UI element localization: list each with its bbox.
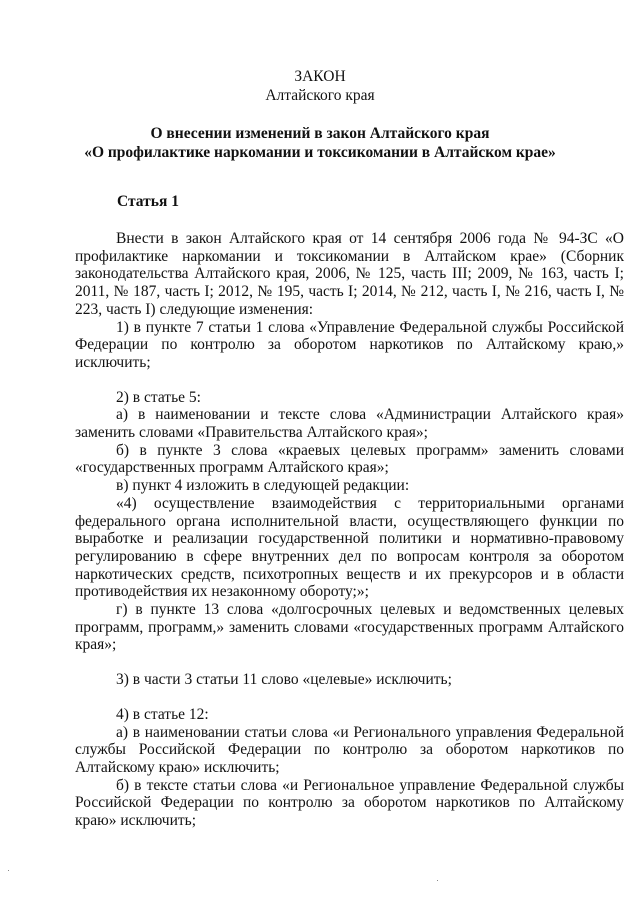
law-subject-line-2: «О профилактике наркомании и токсикомании в Алтайском крае» <box>84 144 556 161</box>
scan-speck <box>8 870 9 871</box>
law-title: ЗАКОН <box>294 68 346 85</box>
law-subject-line-1: О внесении изменений в закон Алтайского края <box>150 125 490 142</box>
article-heading: Статья 1 <box>117 193 179 210</box>
amendment-item-3: 3) в части 3 статьи 11 слово «целевые» исключить; <box>116 671 452 689</box>
amendment-item-4: 4) в статье 12: <box>116 705 209 723</box>
amendment-item-2b: б) в пункте 3 слова «краевых целевых программ» заменить словами «государственных программ Алтайского края»; <box>75 441 624 477</box>
amendment-item-2v-text: «4) осуществление взаимодействия с территориальными органами федерального органа исполнительной власти, осуществляющего функции по выработке и реализации государственной политики и нормативно-правовому регулированию в сфере внутренних дел по вопросам контроля за оборотом наркотических средств, психотропных веществ и их прекурсоров и в области противодействия их незаконному обороту;»; <box>75 494 624 601</box>
amendment-item-2v: в) пункт 4 изложить в следующей редакции: <box>116 477 410 495</box>
scan-speck <box>437 880 438 881</box>
amendment-item-4b: б) в тексте статьи слова «и Региональное управление Федеральной службы Российской Федерации по контролю за оборотом наркотиков по Алтайскому краю» исключить; <box>75 776 624 830</box>
article-intro-paragraph: Внести в закон Алтайского края от 14 сентября 2006 года № 94-ЗС «О профилактике наркомании и токсикомании в Алтайском крае» (Сборник законодательства Алтайского края, 2006, № 125, часть III; 2009, № 163, часть I; 2011, № 187, часть I; 2012, № 195, часть I; 2014, № 212, часть I, № 216, часть I, № 223, часть I) следующие изменения: <box>75 230 624 318</box>
amendment-item-2g: г) в пункте 13 слова «долгосрочных целевых и ведомственных целевых программ, программ,» заменить словами «государственных программ Алтайского края»; <box>75 601 624 654</box>
amendment-item-2: 2) в статье 5: <box>116 388 201 406</box>
amendment-item-1: 1) в пункте 7 статьи 1 слова «Управление Федеральной службы Российской Федерации по контролю за оборотом наркотиков по Алтайскому краю,» исключить; <box>75 318 624 371</box>
amendment-item-4a: а) в наименовании статьи слова «и Регионального управления Федеральной службы Российской Федерации по контролю за оборотом наркотиков по Алтайскому краю» исключить; <box>75 723 624 776</box>
article-body <box>75 230 624 830</box>
amendment-item-2a: а) в наименовании и тексте слова «Администрации Алтайского края» заменить словами «Правительства Алтайского края»; <box>75 406 624 442</box>
region-name: Алтайского края <box>265 87 375 104</box>
